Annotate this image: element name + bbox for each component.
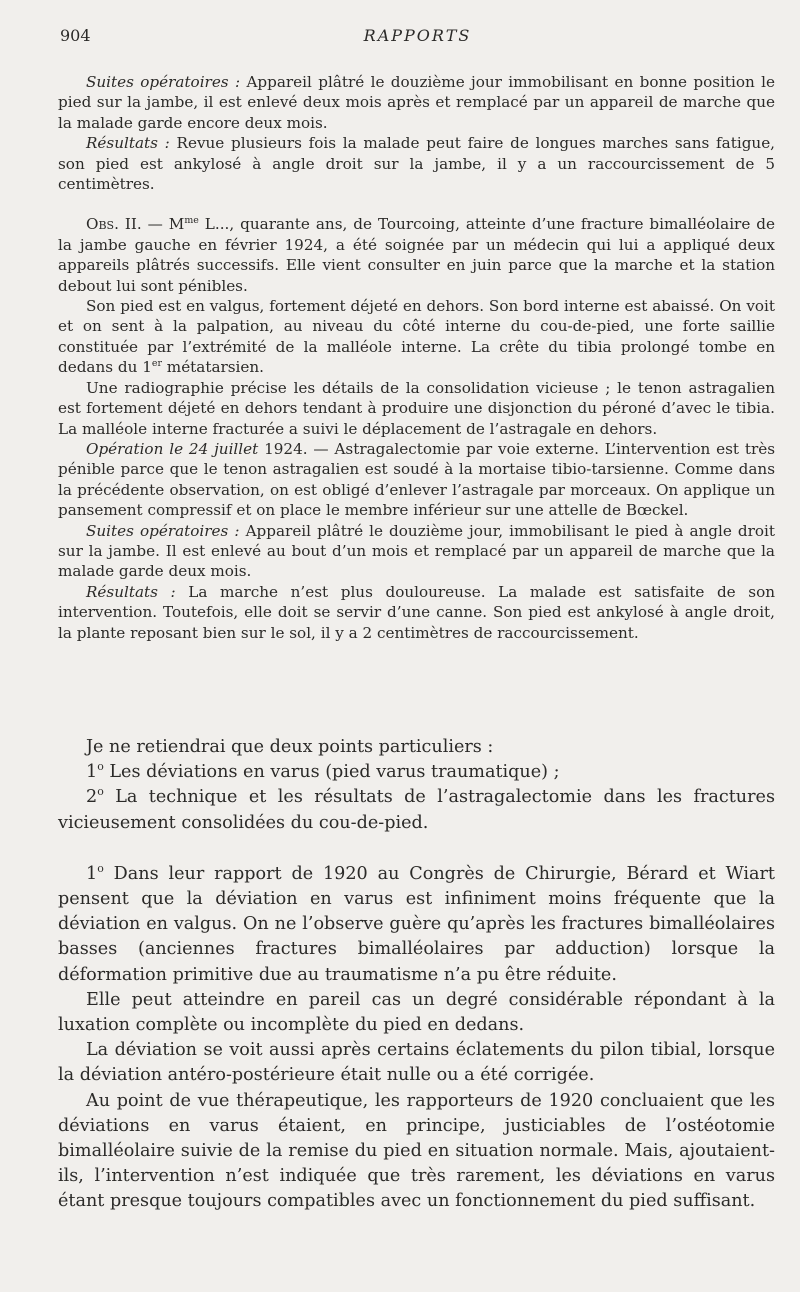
paragraph	[58, 439, 775, 521]
paragraph-text: L..., quarante ans, de Tourcoing, atteinte d’une fracture bimalléolaire de la jambe gauche en février 1924, a été soignée par un médecin qui lui a appliqué deux appareils plâtrés successifs. Elle vient consulter en juin parce que la marche et la station debout lui sont pénibles.	[58, 215, 775, 295]
page-header	[60, 26, 775, 46]
list-item	[58, 785, 775, 835]
paragraph	[58, 582, 775, 643]
paragraph: Elle peut atteindre en pareil cas un degré considérable répondant à la luxation complète ou incomplète du pied en dedans.	[58, 989, 775, 1036]
paragraph	[58, 133, 775, 194]
paragraph	[58, 521, 775, 582]
paragraph: Je ne retiendrai que deux points particuliers :	[86, 737, 494, 757]
superscript: o	[97, 760, 104, 774]
section-paragraph	[58, 862, 775, 988]
item-number: 1	[86, 762, 98, 783]
list-item	[58, 760, 775, 785]
paragraph-text: Son pied est en valgus, fortement déjeté en dehors. Son bord interne est abaissé. On voit et on sent à la palpation, au niveau du côté interne du cou-de-pied, une forte saillie constituée par l’extrémité de la malléole interne. La crête du tibia prolongé tombe en dedans du 1	[58, 297, 775, 377]
case-report-section	[58, 72, 775, 643]
running-title: RAPPORTS	[363, 26, 472, 45]
paragraph-text: Une radiographie précise les détails de la consolidation vicieuse ; le tenon astragalien est fortement déjeté en dehors tendant à produire une disjonction du péroné d’avec le tibia. La malléole interne fracturée a suivi le déplacement de l’astragale en dehors.	[58, 378, 775, 438]
paragraph	[58, 296, 775, 378]
page-number: 904	[60, 26, 91, 45]
paragraph-text: — M	[141, 215, 185, 234]
paragraph-label: Résultats :	[86, 134, 170, 153]
superscript: me	[184, 215, 199, 227]
observation-paragraph	[58, 214, 775, 296]
superscript: er	[151, 358, 162, 370]
paragraph-text: Revue plusieurs fois la malade peut faire de longues marches sans fatigue, son pied est ankylosé à angle droit sur la jambe, il y a un raccourcissement de 5 centimètres.	[58, 134, 776, 194]
paragraph: La déviation se voit aussi après certains éclatements du pilon tibial, lorsque la déviation antéro-postérieure était nulle ou a été corrigée.	[58, 1040, 775, 1086]
paragraph	[58, 72, 775, 133]
item-text: La technique et les résultats de l’astragalectomie dans les fractures vicieusement consolidées du cou-de-pied.	[58, 787, 775, 833]
item-number: 1	[86, 863, 98, 884]
paragraph-text: Appareil plâtré le douzième jour immobilisant en bonne position le pied sur la jambe, il est enlevé deux mois après et remplacé par un appareil de marche que la malade garde encore deux mois.	[58, 73, 775, 132]
paragraph-text: Dans leur rapport de 1920 au Congrès de Chirurgie, Bérard et Wiart pensent que la déviation en varus est infiniment moins fréquente que la déviation en valgus. On ne l’observe guère qu’après les fractures bimalléolaires basses (anciennes fractures bimalléolaires par adduction) lorsque la déformation primitive due au traumatisme n’a pu être réduite.	[58, 863, 775, 985]
paragraph-text: Appareil plâtré le douzième jour, immobilisant le pied à angle droit sur la jambe. Il est enlevé au bout d’un mois et remplacé par un appareil de marche que la malade garde deux mois.	[58, 521, 776, 581]
item-text: Les déviations en varus (pied varus traumatique) ;	[103, 762, 560, 783]
paragraph-label: Opération le 24 juillet	[86, 439, 259, 458]
paragraph: Au point de vue thérapeutique, les rapporteurs de 1920 concluaient que les déviations en varus étaient, en principe, justiciables de l’ostéotomie bimalléolaire suivie de la remise du pied en situation normale. Mais, ajoutaient-ils, l’intervention n’est indiquée que très rarement, les déviations en varus étant presque toujours compatibles avec un fonctionnement du pied suffisant.	[58, 1090, 775, 1212]
discussion-section	[58, 735, 775, 1215]
paragraph	[58, 378, 775, 439]
superscript: o	[97, 861, 104, 875]
paragraph-text: La marche n’est plus douloureuse. La malade est satisfaite de son intervention. Toutefois, elle doit se servir d’une canne. Son pied est ankylosé à angle droit, la plante reposant bien sur le sol, il y a 2 centimètres de raccourcissement.	[58, 582, 775, 642]
superscript: o	[97, 785, 104, 799]
item-number: 2	[86, 787, 98, 808]
observation-label: Obs. II.	[86, 215, 142, 234]
paragraph-label: Résultats :	[86, 582, 176, 601]
paragraph-label: Suites opératoires :	[86, 521, 240, 540]
paragraph-text: métatarsien.	[161, 358, 265, 377]
paragraph-label: Suites opératoires :	[86, 73, 241, 91]
paragraph-text: 1924. — Astragalectomie par voie externe. L’intervention est très pénible parce que le tenon astragalien est soudé à la mortaise tibio-tarsienne. Comme dans la précédente observation, on est obligé d’enlever l’astragale par morceaux. On applique un pansement compressif et on place le membre inférieur sur une attelle de Bœckel.	[58, 439, 775, 520]
